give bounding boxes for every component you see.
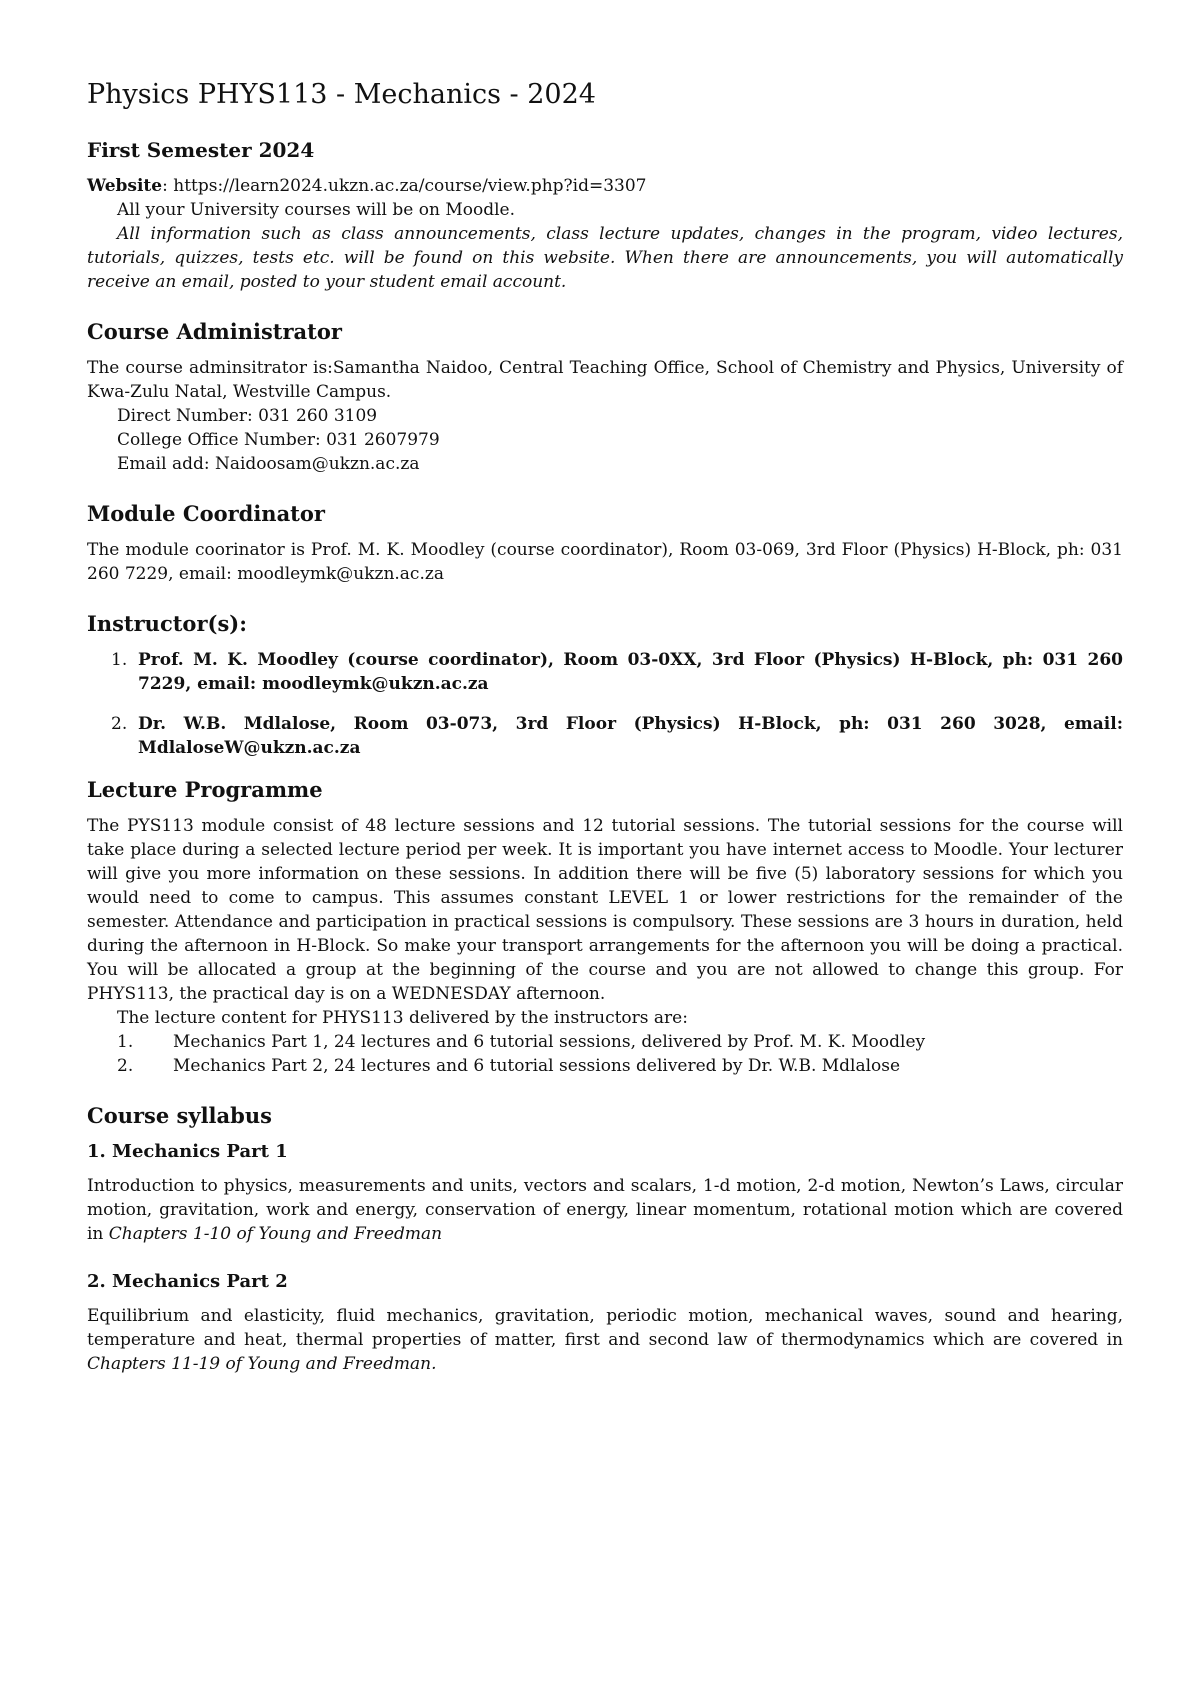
part1-topics: Introduction to physics, measurements and units, vectors and scalars, 1-d motion, 2-d motion, Newton’s Laws, circular motion, gravitation, work and energy, conservation of energy, linear momentum, rotational motion which are covered in: [87, 1176, 1123, 1244]
moodle-note: All your University courses will be on Moodle.: [117, 200, 515, 220]
content-intro: The lecture content for PHYS113 delivered by the instructors are:: [117, 1008, 688, 1028]
part-number: 2.: [117, 1056, 134, 1076]
coordinator-text: The module coorinator is Prof. M. K. Moodley (course coordinator), Room 03-069, 3rd Floor (Physics) H-Block, ph: 031 260 7229, email: moodleymk@ukzn.ac.za: [87, 540, 1123, 584]
part2-topics: Equilibrium and elasticity, fluid mechanics, gravitation, periodic motion, mechanical waves, sound and hearing, temperature and heat, thermal properties of matter, first and second law of thermodynamics which are covered in: [87, 1306, 1123, 1350]
coordinator-heading: Module Coordinator: [87, 501, 325, 526]
info-note: [87, 222, 1123, 294]
instructor-item: [87, 648, 1123, 696]
programme-part-item: [87, 1030, 1123, 1054]
syllabus-part1-text: [87, 1174, 1123, 1246]
info-note-text: All information such as class announcements, class lecture updates, changes in the program, video lectures, tutorials, quizzes, tests etc. will be found on this website. When there are announcements, you will automatically receive an email, posted to your student email account.: [87, 224, 1123, 292]
document-page: [87, 78, 1123, 1376]
part1-reference: Chapters 1-10 of Young and Freedman: [108, 1224, 443, 1244]
programme-body: The PYS113 module consist of 48 lecture sessions and 12 tutorial sessions. The tutorial sessions for the course will take place during a selected lecture period per week. It is important you have internet access to Moodle. Your lecturer will give you more information on these sessions. In addition there will be five (5) laboratory sessions for which you would need to come to campus. This assumes constant LEVEL 1 or lower restrictions for the remainder of the semester. Attendance and participation in practical sessions is compulsory. These sessions are 3 hours in duration, held during the afternoon in H-Block. So make your transport arrangements for the afternoon you will be doing a practical. You will be allocated a group at the beginning of the course and you are not allowed to change this group. For PHYS113, the practical day is on a WEDNESDAY afternoon.: [87, 816, 1123, 1004]
syllabus-heading: Course syllabus: [87, 1103, 272, 1128]
syllabus-section: [87, 1102, 1123, 1376]
instructor-number: 2.: [111, 714, 128, 734]
coordinator-section: [87, 500, 1123, 586]
office-number: College Office Number: 031 2607979: [117, 430, 440, 450]
part2-reference: Chapters 11-19 of Young and Freedman.: [87, 1354, 437, 1374]
administrator-email[interactable]: Email add: Naidoosam@ukzn.ac.za: [117, 454, 420, 474]
syllabus-part2-text: [87, 1304, 1123, 1376]
semester-section: [87, 136, 1123, 294]
instructor-number: 1.: [111, 650, 128, 670]
administrator-heading: Course Administrator: [87, 319, 342, 344]
instructor-item: [87, 712, 1123, 760]
programme-section: [87, 776, 1123, 1078]
website-line: [87, 174, 1123, 198]
instructor-list: [87, 648, 1123, 760]
semester-heading: First Semester 2024: [87, 138, 315, 162]
programme-part-list: [87, 1030, 1123, 1078]
instructors-section: [87, 610, 1123, 760]
administrator-section: [87, 318, 1123, 476]
part-number: 1.: [117, 1032, 134, 1052]
part-text: Mechanics Part 2, 24 lectures and 6 tutorial sessions delivered by Dr. W.B. Mdlalose: [173, 1056, 901, 1076]
programme-part-item: [87, 1054, 1123, 1078]
part-text: Mechanics Part 1, 24 lectures and 6 tutorial sessions, delivered by Prof. M. K. Moodley: [173, 1032, 926, 1052]
programme-heading: Lecture Programme: [87, 777, 323, 802]
document-title: Physics PHYS113 - Mechanics - 2024: [87, 79, 596, 110]
syllabus-part2-heading: 2. Mechanics Part 2: [87, 1271, 288, 1292]
website-label: Website: [87, 176, 163, 196]
direct-number: Direct Number: 031 260 3109: [117, 406, 378, 426]
instructor-text: Prof. M. K. Moodley (course coordinator), Room 03-0XX, 3rd Floor (Physics) H-Block, ph: 031 260 7229, email: moodleymk@ukzn.ac.za: [138, 650, 1123, 694]
syllabus-part1-heading: 1. Mechanics Part 1: [87, 1141, 288, 1162]
instructors-heading: Instructor(s):: [87, 611, 247, 636]
instructor-text: Dr. W.B. Mdlalose, Room 03-073, 3rd Floor (Physics) H-Block, ph: 031 260 3028, email: MdlaloseW@ukzn.ac.za: [138, 714, 1123, 758]
administrator-intro: The course adminsitrator is:Samantha Naidoo, Central Teaching Office, School of Chemistry and Physics, University of Kwa-Zulu Natal, Westville Campus.: [87, 358, 1123, 402]
website-link[interactable]: : https://learn2024.ukzn.ac.za/course/view.php?id=3307: [162, 176, 647, 196]
